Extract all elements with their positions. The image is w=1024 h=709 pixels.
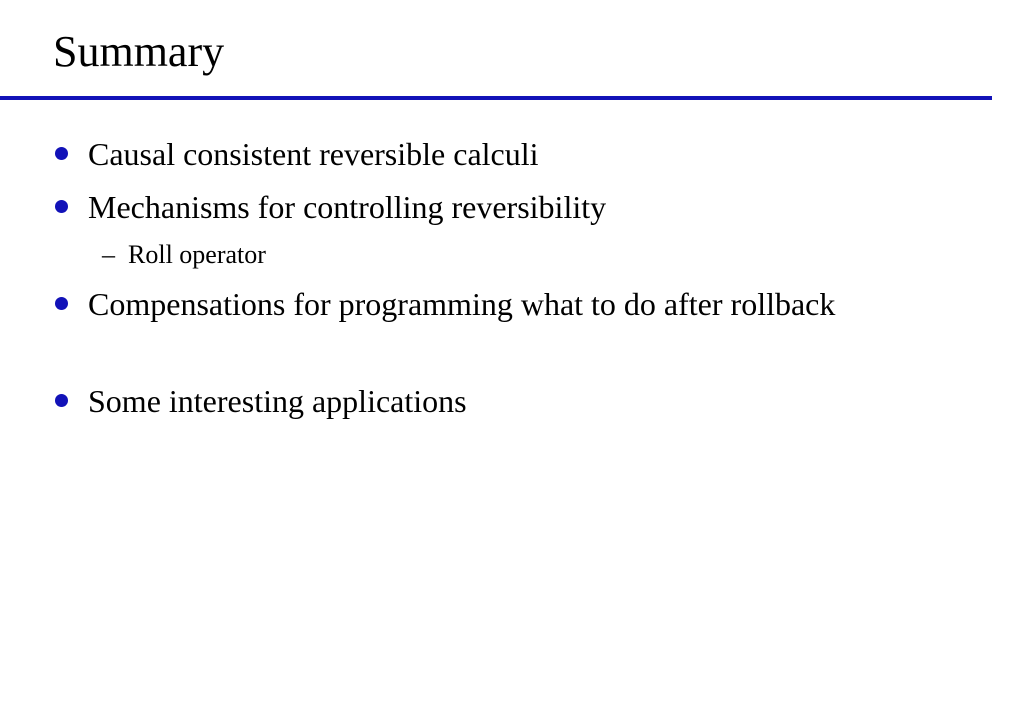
title-divider bbox=[0, 96, 992, 100]
bullet-dot-icon bbox=[55, 394, 68, 407]
slide-title: Summary bbox=[53, 27, 225, 76]
bullet-item bbox=[88, 185, 848, 229]
dash-icon: – bbox=[102, 240, 115, 269]
bullet-text: Mechanisms for controlling reversibility bbox=[88, 189, 607, 225]
bullet-item bbox=[88, 282, 848, 326]
bullet-text: Causal consistent reversible calculi bbox=[88, 136, 539, 172]
bullet-dot-icon bbox=[55, 200, 68, 213]
sub-bullet-item bbox=[102, 238, 266, 272]
bullet-dot-icon bbox=[55, 297, 68, 310]
bullet-text: Some interesting applications bbox=[88, 383, 467, 419]
sub-bullet-text: Roll operator bbox=[128, 240, 266, 269]
bullet-item bbox=[88, 379, 848, 423]
bullet-dot-icon bbox=[55, 147, 68, 160]
bullet-item bbox=[88, 132, 848, 176]
bullet-text: Compensations for programming what to do after rollback bbox=[88, 286, 836, 322]
